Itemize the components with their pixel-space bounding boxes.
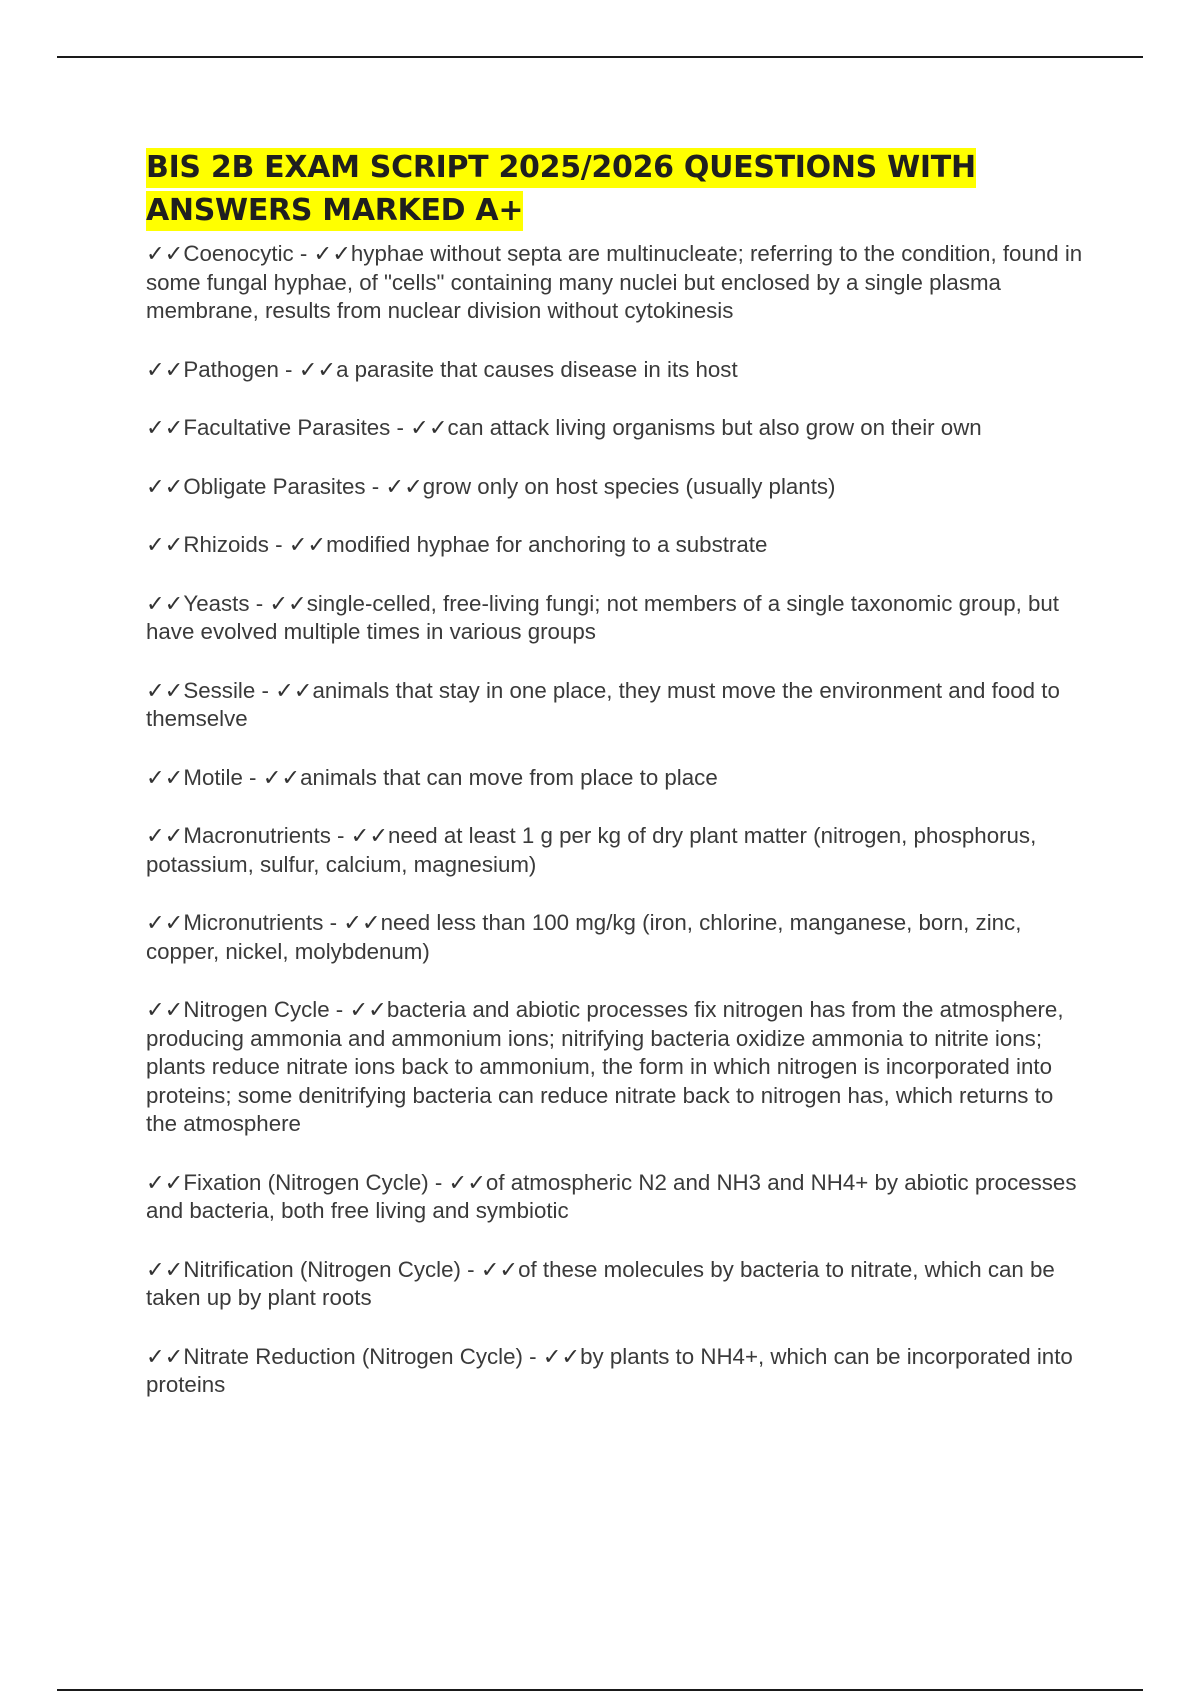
check-mark-icon: ✓✓ bbox=[146, 473, 184, 500]
check-mark-icon: ✓✓ bbox=[542, 1343, 581, 1370]
check-mark-icon: ✓✓ bbox=[385, 473, 423, 500]
entry-definition: bacteria and abiotic processes fix nitrogen has from the atmosphere, producing ammonia and ammonium ions; nitrifying bacteria oxidize ammonia to nitrite ions; plants reduce nitrate ions back to ammonium, the form in which nitrogen is incorporated into proteins; some denitrifying bacteria can reduce nitrate back to nitrogen has, which returns to the atmosphere bbox=[146, 997, 1064, 1136]
check-mark-icon: ✓✓ bbox=[146, 241, 184, 267]
check-mark-icon: ✓✓ bbox=[410, 415, 448, 441]
entry-term: Rhizoids bbox=[183, 532, 269, 557]
check-mark-icon: ✓✓ bbox=[146, 823, 184, 849]
entry-term: Yeasts bbox=[183, 590, 250, 616]
check-mark-icon: ✓✓ bbox=[288, 532, 327, 558]
entry-separator: - bbox=[330, 823, 351, 848]
entry-list bbox=[146, 240, 1086, 1400]
entry-definition: need less than 100 mg/kg (iron, chlorine, manganese, born, zinc, copper, nickel, molybdenum) bbox=[146, 910, 1022, 964]
entry-term: Micronutrients bbox=[183, 910, 324, 935]
document-body bbox=[146, 146, 1086, 1430]
document-title bbox=[146, 146, 1086, 232]
check-mark-icon: ✓✓ bbox=[146, 356, 184, 383]
entry-definition: a parasite that causes disease in its host bbox=[336, 356, 738, 382]
entry-definition: single-celled, free-living fungi; not members of a single taxonomic group, but have evolved multiple times in various groups bbox=[146, 590, 1059, 644]
check-mark-icon: ✓✓ bbox=[448, 1169, 486, 1196]
qa-entry bbox=[146, 822, 1086, 879]
entry-term: Nitrification (Nitrogen Cycle) bbox=[183, 1256, 461, 1282]
check-mark-icon: ✓✓ bbox=[350, 823, 389, 849]
check-mark-icon: ✓✓ bbox=[298, 356, 337, 383]
top-divider bbox=[57, 56, 1143, 58]
check-mark-icon: ✓✓ bbox=[275, 677, 313, 704]
qa-entry bbox=[146, 909, 1086, 966]
check-mark-icon: ✓✓ bbox=[146, 677, 184, 704]
qa-entry bbox=[146, 1169, 1086, 1226]
qa-entry bbox=[146, 996, 1086, 1139]
entry-separator: - bbox=[390, 415, 411, 440]
qa-entry bbox=[146, 240, 1086, 326]
check-mark-icon: ✓✓ bbox=[349, 997, 387, 1023]
check-mark-icon: ✓✓ bbox=[313, 241, 351, 267]
check-mark-icon: ✓✓ bbox=[343, 910, 381, 936]
entry-separator: - bbox=[268, 532, 289, 557]
entry-definition: modified hyphae for anchoring to a substrate bbox=[326, 532, 768, 557]
title-line-1: BIS 2B EXAM SCRIPT 2025/2026 QUESTIONS WITH bbox=[146, 150, 976, 185]
check-mark-icon: ✓✓ bbox=[146, 590, 184, 617]
qa-entry bbox=[146, 414, 1086, 443]
entry-term: Motile bbox=[183, 764, 243, 790]
check-mark-icon: ✓✓ bbox=[480, 1256, 519, 1283]
entry-definition: hyphae without septa are multinucleate; referring to the condition, found in some fungal hyphae, of "cells" containing many nuclei but enclosed by a single plasma membrane, results from nuclear division without cytokinesis bbox=[146, 241, 1083, 323]
qa-entry bbox=[146, 531, 1086, 560]
entry-definition: of these molecules by bacteria to nitrate, which can be taken up by plant roots bbox=[146, 1256, 1055, 1310]
entry-definition: animals that can move from place to place bbox=[300, 764, 718, 790]
entry-term: Fixation (Nitrogen Cycle) bbox=[183, 1169, 429, 1195]
entry-definition: grow only on host species (usually plants) bbox=[422, 473, 836, 499]
entry-definition: need at least 1 g per kg of dry plant matter (nitrogen, phosphorus, potassium, sulfur, calcium, magnesium) bbox=[146, 823, 1037, 877]
check-mark-icon: ✓✓ bbox=[146, 1169, 184, 1196]
entry-definition: of atmospheric N2 and NH3 and NH4+ by abiotic processes and bacteria, both free living and symbiotic bbox=[146, 1169, 1077, 1223]
check-mark-icon: ✓✓ bbox=[146, 997, 184, 1023]
entry-definition: animals that stay in one place, they must move the environment and food to themselve bbox=[146, 677, 1060, 731]
entry-definition: can attack living organisms but also grow on their own bbox=[447, 415, 982, 440]
qa-entry bbox=[146, 473, 1086, 502]
check-mark-icon: ✓✓ bbox=[269, 590, 307, 617]
entry-term: Nitrate Reduction (Nitrogen Cycle) bbox=[183, 1343, 523, 1369]
check-mark-icon: ✓✓ bbox=[146, 764, 184, 791]
qa-entry bbox=[146, 1343, 1086, 1400]
entry-separator: - bbox=[460, 1256, 481, 1282]
entry-term: Obligate Parasites bbox=[183, 473, 366, 499]
entry-separator: - bbox=[242, 764, 263, 790]
entry-separator: - bbox=[428, 1169, 449, 1195]
qa-entry bbox=[146, 764, 1086, 793]
entry-separator: - bbox=[329, 997, 350, 1022]
entry-separator: - bbox=[255, 677, 276, 703]
check-mark-icon: ✓✓ bbox=[146, 910, 184, 936]
bottom-divider bbox=[57, 1689, 1143, 1691]
qa-entry bbox=[146, 1256, 1086, 1313]
check-mark-icon: ✓✓ bbox=[262, 764, 301, 791]
entry-separator: - bbox=[278, 356, 299, 382]
title-highlight bbox=[146, 148, 976, 231]
entry-separator: - bbox=[293, 241, 314, 266]
entry-term: Macronutrients bbox=[183, 823, 331, 848]
entry-separator: - bbox=[365, 473, 386, 499]
check-mark-icon: ✓✓ bbox=[146, 415, 184, 441]
entry-separator: - bbox=[522, 1343, 543, 1369]
qa-entry bbox=[146, 356, 1086, 385]
entry-definition: by plants to NH4+, which can be incorporated into proteins bbox=[146, 1343, 1073, 1397]
entry-term: Coenocytic bbox=[183, 241, 294, 266]
title-line-2: ANSWERS MARKED A+ bbox=[146, 193, 524, 228]
check-mark-icon: ✓✓ bbox=[146, 1343, 184, 1370]
check-mark-icon: ✓✓ bbox=[146, 1256, 184, 1283]
entry-term: Nitrogen Cycle bbox=[183, 997, 330, 1022]
qa-entry bbox=[146, 677, 1086, 734]
entry-separator: - bbox=[323, 910, 344, 935]
entry-term: Pathogen bbox=[183, 356, 279, 382]
entry-term: Facultative Parasites bbox=[183, 415, 391, 440]
qa-entry bbox=[146, 590, 1086, 647]
check-mark-icon: ✓✓ bbox=[146, 532, 184, 558]
entry-separator: - bbox=[249, 590, 270, 616]
entry-term: Sessile bbox=[183, 677, 256, 703]
